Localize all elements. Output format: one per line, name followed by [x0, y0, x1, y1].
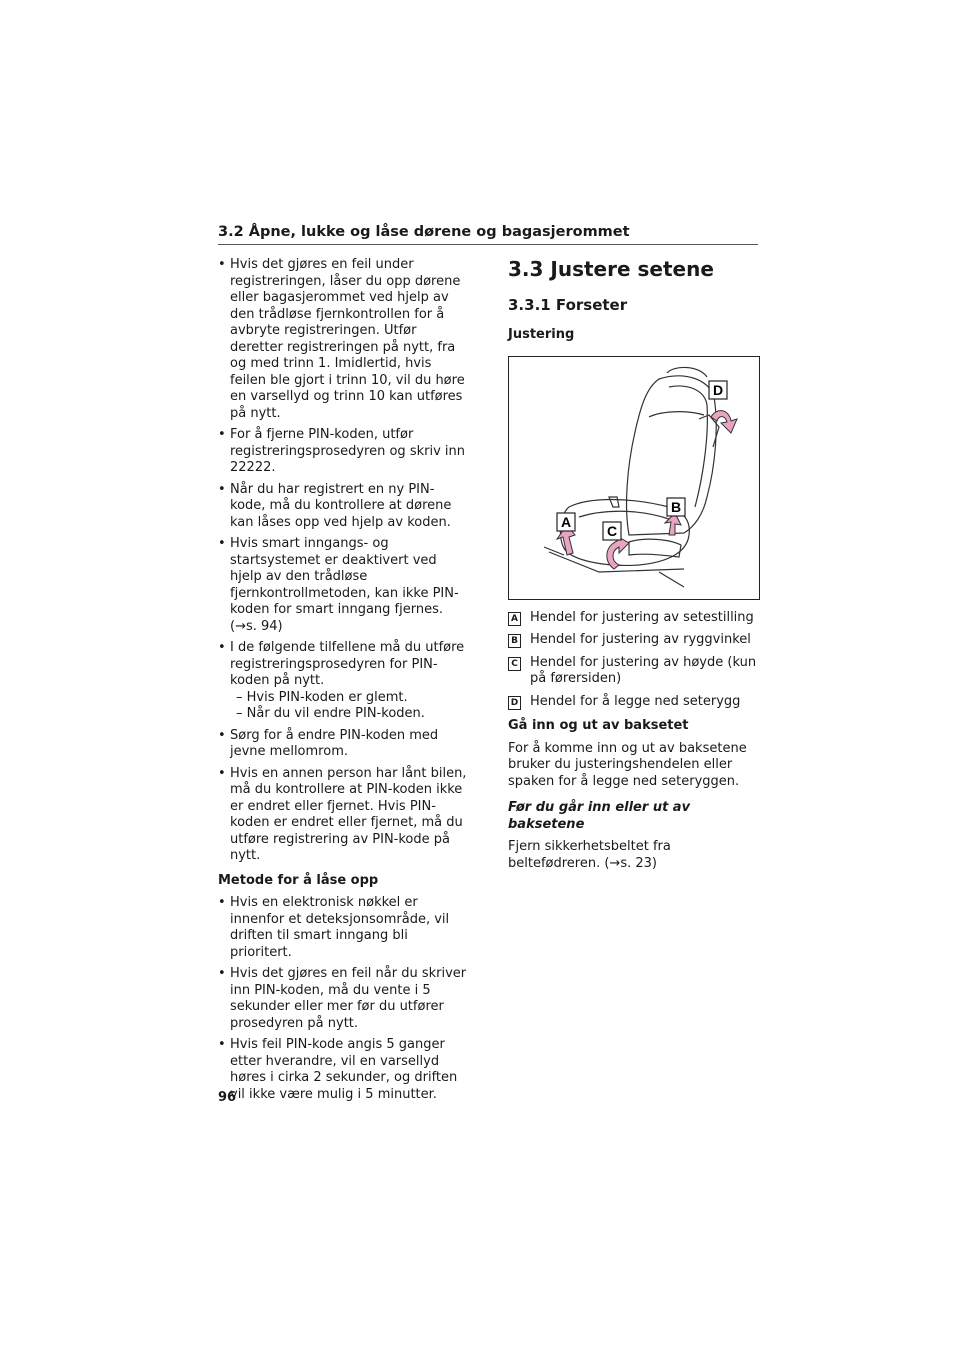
- bullet-list-1: [218, 257, 468, 865]
- legend-item: C Hendel for justering av høyde (kun på førersiden): [508, 655, 760, 688]
- list-item: • Når du har registrert en ny PIN-kode, må du kontrollere at dørene kan låses opp ved hjelp av koden.: [218, 482, 468, 532]
- italic-subheading: Før du går inn eller ut av baksetene: [508, 800, 691, 832]
- legend-key: A: [508, 612, 521, 626]
- list-item: • Hvis det gjøres en feil under registreringen, låser du opp dørene eller bagasjerommet ved hjelp av den trådløse fjernkontrollen for å avbryte registreringen. Utfør deretter registreringen på nytt, fra og med trinn 1. Imidlertid, hvis feilen ble gjort i trinn 10, vil du høre en varsellyd og trinn 10 kan utføres på nytt.: [218, 257, 468, 422]
- legend-key: D: [508, 696, 521, 710]
- bullet-list-2: [218, 895, 468, 1103]
- subheading-justering: Justering: [508, 327, 575, 342]
- list-item: • Hvis en elektronisk nøkkel er innenfor et deteksjonsområde, vil driften til smart inngang bli prioritert.: [218, 895, 468, 961]
- paragraph: Fjern sikkerhetsbeltet fra beltefødreren. (→s. 23): [508, 839, 671, 871]
- list-item: • Hvis det gjøres en feil når du skriver inn PIN-koden, må du vente i 5 sekunder eller mer før du utfører prosedyren på nytt.: [218, 966, 468, 1032]
- running-header: 3.2 Åpne, lukke og låse dørene og bagasjerommet: [218, 224, 758, 245]
- seat-figure: [508, 356, 760, 600]
- list-item: • Hvis en annen person har lånt bilen, må du kontrollere at PIN-koden ikke er endret eller fjernet. Hvis PIN-koden er endret eller fjernet, må du utføre registrering av PIN-kode på nytt.: [218, 766, 468, 865]
- sub-list-item: – Hvis PIN-koden er glemt.: [236, 690, 468, 707]
- label-a: A: [560, 513, 572, 530]
- legend-item: A Hendel for justering av setestilling: [508, 610, 760, 627]
- list-item: • Hvis smart inngangs- og startsystemet er deaktivert ved hjelp av den trådløse fjernkontrollmetoden, kan ikke PIN-koden for smart inngang fjernes. (→s. 94): [218, 536, 468, 635]
- legend-key: C: [508, 657, 521, 671]
- label-b: B: [670, 498, 682, 515]
- section-title: 3.3 Justere setene: [508, 257, 714, 281]
- list-item: • Hvis feil PIN-kode angis 5 ganger etter hverandre, vil en varsellyd høres i cirka 2 sekunder, og driften vil ikke være mulig i 5 minutter.: [218, 1037, 468, 1103]
- subheading: Metode for å låse opp: [218, 872, 379, 888]
- legend-item: B Hendel for justering av ryggvinkel: [508, 632, 760, 649]
- label-d: D: [712, 381, 724, 398]
- sub-list-item: – Når du vil endre PIN-koden.: [236, 706, 468, 723]
- page-number: 96: [218, 1090, 237, 1105]
- left-column: [218, 257, 468, 1108]
- sub-list: [230, 690, 468, 723]
- subheading-baksetet: Gå inn og ut av baksetet: [508, 718, 689, 733]
- legend-item: D Hendel for å legge ned seterygg: [508, 694, 760, 711]
- list-item: • I de følgende tilfellene må du utføre registreringsprosedyren for PIN-koden på nytt. – Hvis PIN-koden er glemt. – Når du vil endre PIN-koden.: [218, 640, 468, 723]
- right-column: [508, 257, 760, 880]
- subsection-title: 3.3.1 Forseter: [508, 296, 628, 314]
- label-c: C: [606, 522, 618, 539]
- seat-illustration: [509, 357, 759, 599]
- list-item: • For å fjerne PIN-koden, utfør registreringsprosedyren og skriv inn 22222.: [218, 427, 468, 477]
- legend-key: B: [508, 634, 521, 648]
- list-item: • Sørg for å endre PIN-koden med jevne mellomrom.: [218, 728, 468, 761]
- paragraph: For å komme inn og ut av baksetene bruker du justeringshendelen eller spaken for å legge ned seteryggen.: [508, 740, 747, 789]
- figure-legend: [508, 610, 760, 711]
